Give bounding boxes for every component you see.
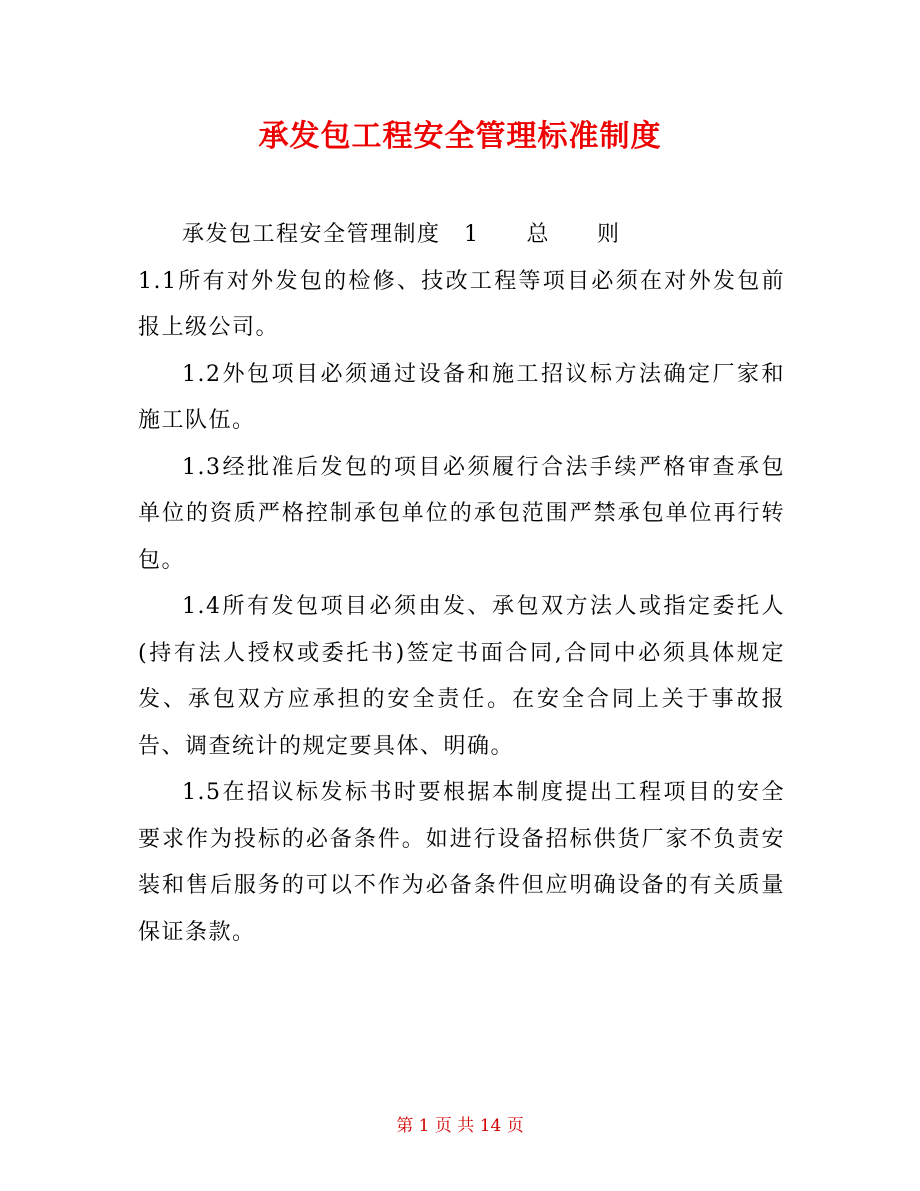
document-title: 承发包工程安全管理标准制度 [258, 119, 662, 154]
paragraph-1-4: 1.4所有发包项目必须由发、承包双方法人或指定委托人(持有法人授权或委托书)签定书面合同,合同中必须具体规定发、承包双方应承担的安全责任。在安全合同上关于事故报告、调查统计的规定要具体、明确。 [138, 594, 785, 759]
paragraph-1-3: 1.3经批准后发包的项目必须履行合法手续严格审查承包单位的资质严格控制承包单位的承包范围严禁承包单位再行转包。 [138, 454, 785, 573]
paragraph-1-1: 1.1所有对外发包的检修、技改工程等项目必须在对外发包前报上级公司。 [138, 268, 785, 340]
page-number-footer: 第 1 页 共 14 页 [396, 1116, 524, 1136]
paragraph-heading: 承发包工程安全管理制度 1 总 则 [182, 222, 621, 247]
paragraph-1-2: 1.2外包项目必须通过设备和施工招议标方法确定厂家和施工队伍。 [138, 361, 785, 433]
paragraph-1-5: 1.5在招议标发标书时要根据本制度提出工程项目的安全要求作为投标的必备条件。如进行设备招标供货厂家不负责安装和售后服务的可以不作为必备条件但应明确设备的有关质量保证条款。 [138, 780, 785, 945]
document-body [138, 212, 785, 956]
